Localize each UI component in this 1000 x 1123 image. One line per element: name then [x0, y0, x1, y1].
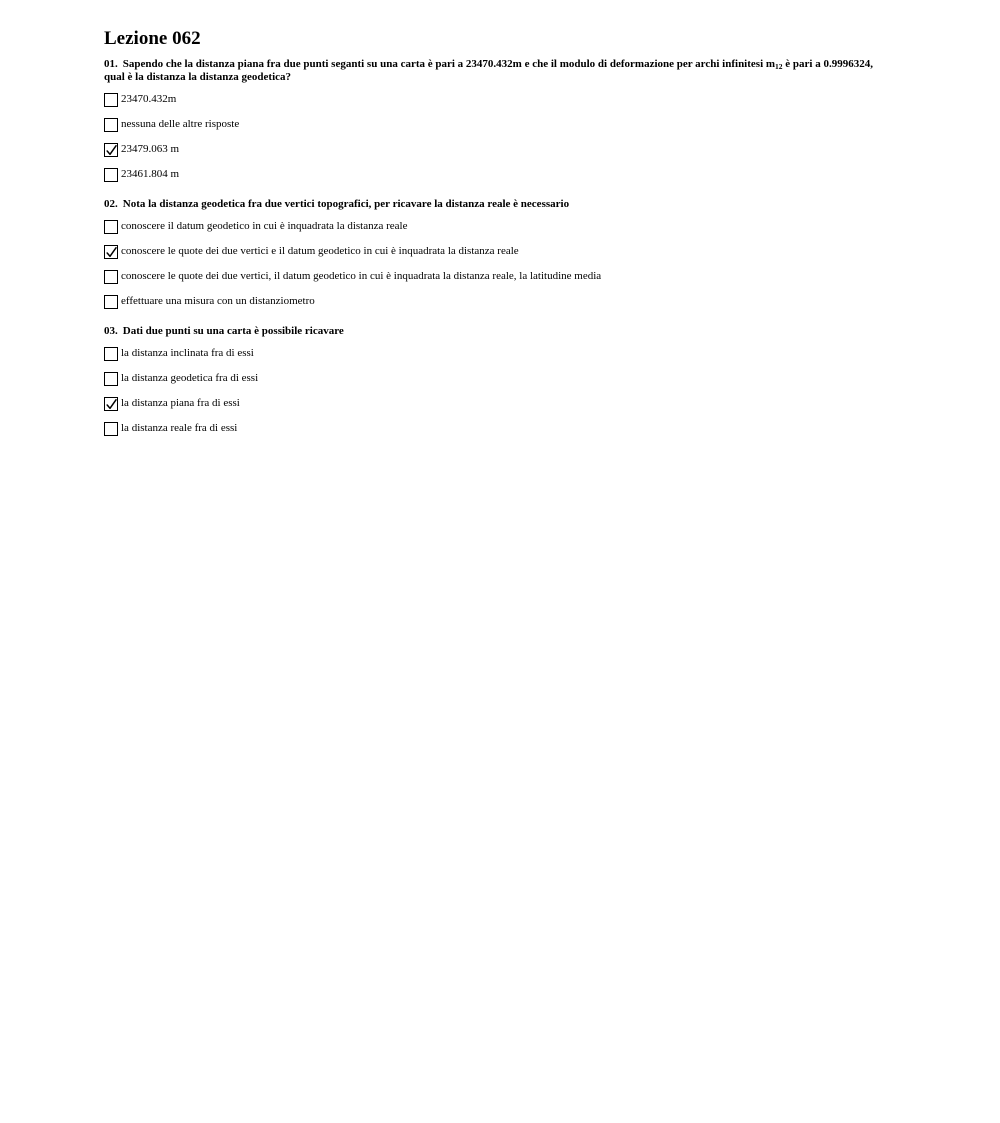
checkmark-path: [107, 247, 116, 256]
answer-checkbox[interactable]: [104, 220, 118, 234]
answer-label: la distanza inclinata fra di essi: [121, 347, 254, 359]
answer-checkbox[interactable]: [104, 295, 118, 309]
quiz-page: [104, 28, 894, 453]
checkmark-path: [107, 399, 116, 408]
question-text: [104, 199, 894, 210]
question-subscript: 12: [775, 62, 783, 71]
answer-checkbox[interactable]: [104, 347, 118, 361]
question-number: 03.: [104, 325, 118, 337]
checkmark-icon: [106, 247, 117, 258]
answer-checkbox[interactable]: [104, 93, 118, 107]
question-text-main: Nota la distanza geodetica fra due vertici topografici, per ricavare la distanza reale è necessario: [122, 198, 570, 210]
question-text-main: Dati due punti su una carta è possibile ricavare: [122, 325, 344, 337]
answer-checkbox[interactable]: [104, 270, 118, 284]
answer-option: [104, 142, 894, 157]
checkmark-icon: [106, 399, 117, 410]
answer-label: 23479.063 m: [121, 143, 180, 155]
question-text: [104, 59, 894, 83]
answer-label: la distanza piana fra di essi: [121, 397, 240, 409]
answer-option: [104, 167, 894, 182]
answer-option: [104, 346, 894, 361]
answer-label: conoscere le quote dei due vertici, il datum geodetico in cui è inquadrata la distanza reale, la latitudine media: [121, 270, 602, 282]
answer-label: nessuna delle altre risposte: [121, 118, 240, 130]
question-01: [104, 59, 894, 182]
answer-label: la distanza geodetica fra di essi: [121, 372, 259, 384]
answer-label: la distanza reale fra di essi: [121, 422, 238, 434]
answer-option: [104, 244, 894, 259]
answer-checkbox[interactable]: [104, 245, 118, 259]
answer-option: [104, 92, 894, 107]
answer-checkbox[interactable]: [104, 168, 118, 182]
question-text: [104, 326, 894, 337]
answer-label: conoscere le quote dei due vertici e il datum geodetico in cui è inquadrata la distanza reale: [121, 245, 519, 257]
question-02: [104, 199, 894, 309]
question-text-after-subscript: è pari a 0.9996324, qual è la distanza la distanza geodetica?: [104, 58, 873, 83]
answer-checkbox[interactable]: [104, 143, 118, 157]
checkmark-path: [107, 145, 116, 154]
answer-option: [104, 219, 894, 234]
answer-option: [104, 371, 894, 386]
answer-checkbox[interactable]: [104, 118, 118, 132]
question-03: [104, 326, 894, 436]
question-number: 01.: [104, 58, 118, 70]
answer-label: conoscere il datum geodetico in cui è inquadrata la distanza reale: [121, 220, 408, 232]
question-text-before-subscript: Sapendo che la distanza piana fra due punti seganti su una carta è pari a 23470.432m e che il modulo di deformazione per archi infinitesi m: [122, 58, 776, 70]
answer-checkbox[interactable]: [104, 422, 118, 436]
answer-label: effettuare una misura con un distanziometro: [121, 295, 315, 307]
answer-label: 23461.804 m: [121, 168, 180, 180]
answer-option: [104, 294, 894, 309]
checkmark-icon: [106, 145, 117, 156]
answer-option: [104, 269, 894, 284]
lesson-title: Lezione 062: [104, 28, 201, 49]
answer-option: [104, 117, 894, 132]
answer-label: 23470.432m: [121, 93, 177, 105]
question-number: 02.: [104, 198, 118, 210]
answer-checkbox[interactable]: [104, 372, 118, 386]
answer-option: [104, 421, 894, 436]
answer-option: [104, 396, 894, 411]
answer-checkbox[interactable]: [104, 397, 118, 411]
